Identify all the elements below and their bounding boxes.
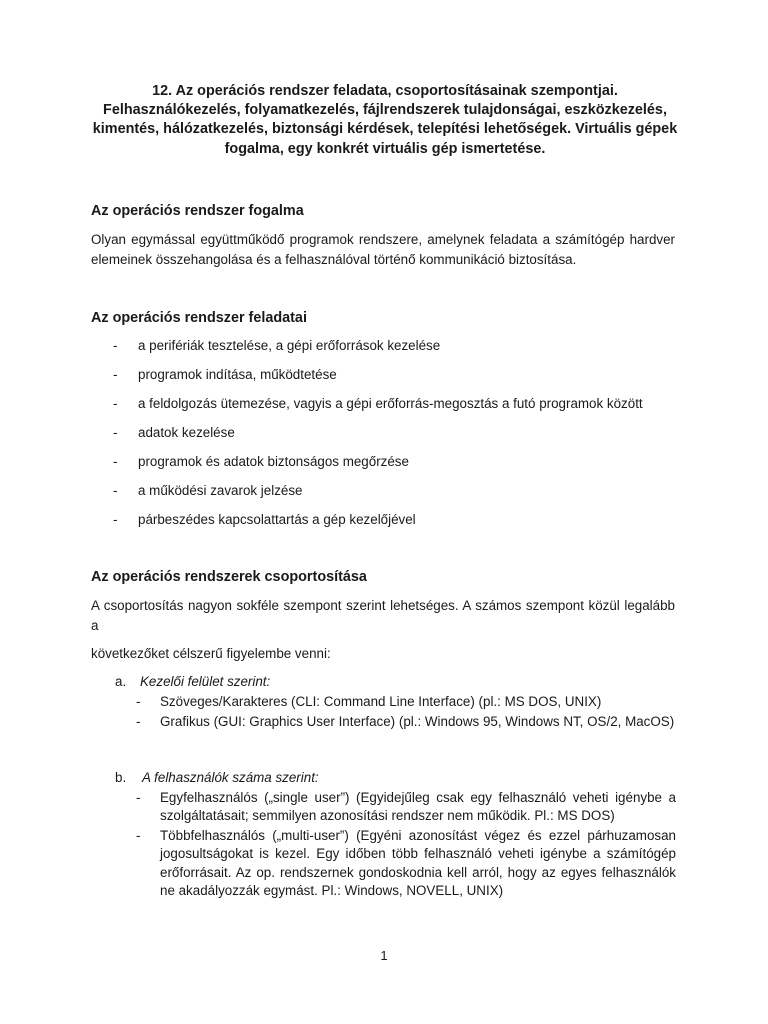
list-item-text: a feldolgozás ütemezése, vagyis a gépi erőforrás-megosztás a futó programok között — [138, 396, 643, 411]
group-marker: b. — [115, 770, 127, 785]
paragraph-classification-intro: A csoportosítás nagyon sokféle szempont szerint lehetséges. A számos szempont közül legalább a — [91, 598, 675, 634]
list-item-text: Többfelhasználós („multi-user”) (Egyéni azonosítást végez és ezzel párhuzamosan jogosultságokat is kezel. Egy időben több felhasználó veheti igénybe a számítógép erőforrásait. Az op. rendszernek gondoskodnia kell arról, hogy az egyes felhasználók ne akadályozzák egymást. Pl.: Windows, NOVELL, UNIX) — [160, 828, 676, 899]
bullet-dash: - — [113, 512, 118, 527]
list-item-text: programok és adatok biztonságos megőrzése — [138, 454, 409, 469]
list-item-text: adatok kezelése — [138, 425, 235, 440]
heading-os-definition: Az operációs rendszer fogalma — [91, 203, 304, 219]
bullet-dash: - — [136, 714, 141, 729]
list-item-text: a működési zavarok jelzése — [138, 483, 303, 498]
group-label: A felhasználók száma szerint: — [142, 770, 319, 785]
page-number: 1 — [380, 948, 388, 963]
heading-os-tasks: Az operációs rendszer feladatai — [91, 310, 307, 326]
document-title: 12. Az operációs rendszer feladata, csoportosításainak szempontjai. Felhasználókezelés, folyamatkezelés, fájlrendszerek tulajdonságai, eszközkezelés, kimentés, hálózatkezelés, biztonsági kérdések, telepítési lehetőségek. Virtuális gépek fogalma, egy konkrét virtuális gép ismertetése. — [92, 83, 678, 157]
group-marker: a. — [115, 674, 127, 689]
list-item-text: párbeszédes kapcsolattartás a gép kezelőjével — [138, 512, 416, 527]
list-item-text: Grafikus (GUI: Graphics User Interface) (pl.: Windows 95, Windows NT, OS/2, MacOS) — [160, 714, 675, 729]
list-item-text: programok indítása, működtetése — [138, 367, 337, 382]
list-item-text: a perifériák tesztelése, a gépi erőforrások kezelése — [138, 338, 441, 353]
bullet-dash: - — [113, 483, 118, 498]
bullet-dash: - — [136, 694, 141, 709]
bullet-dash: - — [113, 396, 118, 411]
group-label: Kezelői felület szerint: — [140, 674, 271, 689]
bullet-dash: - — [113, 425, 118, 440]
bullet-dash: - — [136, 828, 141, 843]
list-item-text: Szöveges/Karakteres (CLI: Command Line Interface) (pl.: MS DOS, UNIX) — [160, 694, 602, 709]
paragraph-os-definition: Olyan egymással együttműködő programok rendszere, amelynek feladata a számítógép hardver elemeinek összehangolása és a felhasználóval történő kommunikáció biztosítása. — [91, 232, 675, 268]
bullet-dash: - — [113, 454, 118, 469]
heading-os-classification: Az operációs rendszerek csoportosítása — [91, 569, 367, 585]
list-item-text: Egyfelhasználós („single user”) (Egyidejűleg csak egy felhasználó veheti igénybe a szolgáltatásait; semmilyen azonosítási rendszer nem működik. Pl.: MS DOS) — [160, 790, 676, 824]
bullet-dash: - — [113, 338, 118, 353]
bullet-dash: - — [136, 790, 141, 805]
paragraph-classification-continuation: következőket célszerű figyelembe venni: — [91, 646, 331, 661]
bullet-dash: - — [113, 367, 118, 382]
